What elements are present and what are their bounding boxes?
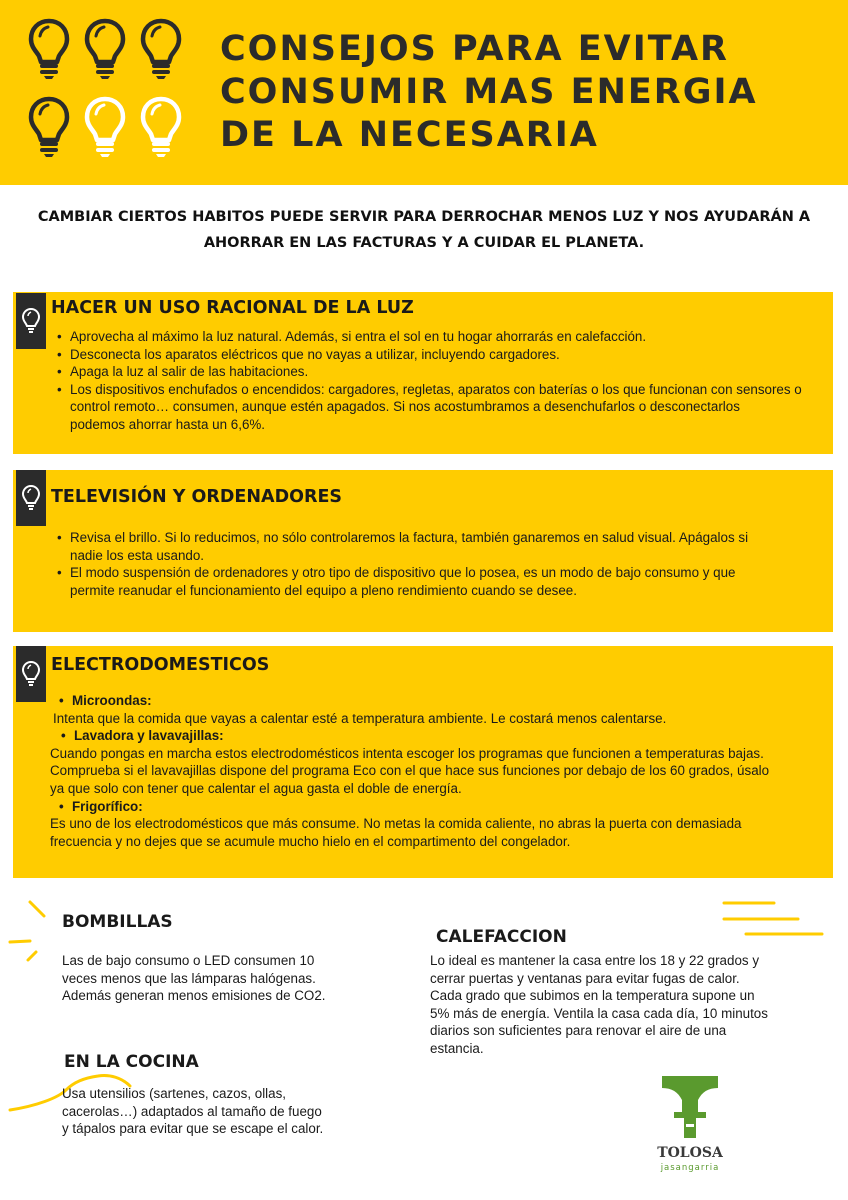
text-line: estancia. <box>430 1040 484 1056</box>
list-item <box>51 328 827 346</box>
list-item <box>51 346 827 364</box>
lightbulb-icon <box>26 16 72 80</box>
header-banner <box>0 0 848 185</box>
text-line: Las de bajo consumo o LED consumen 10 <box>62 953 315 968</box>
lightbulb-icon <box>16 293 46 349</box>
subheading-lavadora: • Lavadora y lavavajillas: <box>55 727 827 745</box>
lines-decoration-icon <box>720 898 830 940</box>
page-title <box>220 28 830 157</box>
subheading-microondas: • Microondas: <box>53 692 827 710</box>
paragraph <box>53 710 827 728</box>
paragraph-line: ya que solo con tener que calentar el agua gasta el doble de energía. <box>50 780 462 796</box>
bombillas-text <box>62 952 326 1005</box>
section-electrodomesticos <box>13 646 833 878</box>
bombillas-title: BOMBILLAS <box>62 912 173 932</box>
tips-list <box>51 529 827 599</box>
title-line: DE LA NECESARIA <box>220 115 599 155</box>
text-line: Lo ideal es mantener la casa entre los 18 y 22 grados y <box>430 953 760 968</box>
cocina-title: EN LA COCINA <box>64 1052 199 1072</box>
lightbulb-icon <box>16 470 46 526</box>
paragraph <box>50 745 827 798</box>
calefaccion-title: CALEFACCION <box>436 927 567 947</box>
subheading-frigorifico: • Frigorífico: <box>53 798 827 816</box>
text-line: Usa utensilios (sartenes, cazos, ollas, <box>62 1086 287 1101</box>
lightbulb-lit-icon <box>138 94 184 158</box>
list-item-text: • Desconecta los aparatos eléctricos que no vayas a utilizar, incluyendo cargadores. <box>70 346 560 362</box>
paragraph <box>50 815 827 850</box>
intro-text <box>0 204 848 256</box>
text-line: cerrar puertas y ventanas para evitar fugas de calor. <box>430 970 740 986</box>
lightbulb-icon <box>138 16 184 80</box>
section-tv <box>13 470 833 632</box>
list-item-text: • Apaga la luz al salir de las habitaciones. <box>70 364 309 380</box>
paragraph-line: Es uno de los electrodomésticos que más consume. No metas la comida caliente, no abras la puerta con demasiada <box>50 816 742 832</box>
list-item <box>51 363 827 381</box>
list-item-text: podemos ahorrar hasta un 6,6%. <box>70 416 266 432</box>
intro-line: CAMBIAR CIERTOS HABITOS PUEDE SERVIR PARA DERROCHAR MENOS LUZ Y NOS AYUDARÁN A <box>37 209 811 225</box>
intro-line: AHORRAR EN LAS FACTURAS Y A CUIDAR EL PLANETA. <box>203 235 645 251</box>
text-line: y tápalos para evitar que se escape el calor. <box>62 1121 324 1137</box>
lightbulb-icon <box>16 646 46 702</box>
list-item-text: • El modo suspensión de ordenadores y otro tipo de dispositivo que lo posea, es un modo de bajo consumo y que <box>70 565 736 581</box>
lightbulb-icon <box>26 94 72 158</box>
list-item-text: • Aprovecha al máximo la luz natural. Además, si entra el sol en tu hogar ahorrarás en calefacción. <box>70 329 647 344</box>
section-title: TELEVISIÓN Y ORDENADORES <box>51 487 343 507</box>
list-item <box>51 381 827 434</box>
paragraph-line: Cuando pongas en marcha estos electrodomésticos intenta escoger los programas que funcionen a temperaturas bajas. <box>50 745 764 761</box>
list-item-text: • Revisa el brillo. Si lo reducimos, no sólo controlaremos la factura, también ganaremos en salud visual. Apágalos si <box>70 530 749 545</box>
tolosa-logo-icon <box>650 1074 730 1144</box>
list-item-text: control remoto… consumen, aunque estén apagados. Si nos acostumbramos a desenchufarlos o desconectarlos <box>70 399 740 415</box>
paragraph-line: Intenta que la comida que vayas a calentar esté a temperatura ambiente. Le costará menos calentarse. <box>53 710 667 726</box>
cocina-text <box>62 1085 323 1138</box>
list-item <box>51 529 827 564</box>
lightbulb-lit-icon <box>82 94 128 158</box>
logo-name: TOLOSA <box>657 1145 723 1161</box>
paragraph-line: Comprueba si el lavavajillas dispone del programa Eco con el que hace sus funciones por debajo de los 60 grados, úsalo <box>50 763 770 779</box>
text-line: 5% más de energía. Ventila la casa cada día, 10 minutos <box>430 1005 768 1021</box>
section-title: HACER UN USO RACIONAL DE LA LUZ <box>51 298 414 318</box>
tolosa-logo <box>650 1074 730 1174</box>
bulb-group <box>26 16 196 166</box>
list-item-text: • Los dispositivos enchufados o encendidos: cargadores, regletas, aparatos con baterías o los que funcionan con sensores o <box>70 381 802 397</box>
list-item-text: nadie los esta usando. <box>70 547 205 563</box>
text-line: Además generan menos emisiones de CO2. <box>62 988 326 1004</box>
title-line: CONSEJOS PARA EVITAR <box>220 29 729 69</box>
section-luz <box>13 292 833 454</box>
title-line: CONSUMIR MAS ENERGIA <box>220 72 758 112</box>
text-line: diarios son suficientes para renovar el aire de una <box>430 1023 727 1039</box>
appliance-tips <box>50 692 827 850</box>
lightbulb-icon <box>82 16 128 80</box>
sparkle-decoration-icon <box>8 898 58 978</box>
calefaccion-text <box>430 952 768 1058</box>
logo-subtitle: jasangarria <box>660 1163 720 1173</box>
list-item-text: permite reanudar el funcionamiento del equipo a pleno rendimiento cuando se desee. <box>70 582 577 598</box>
tips-list <box>51 328 827 434</box>
paragraph-line: frecuencia y no dejes que se acumule mucho hielo en el compartimento del congelador. <box>50 833 571 849</box>
list-item <box>51 564 827 599</box>
text-line: Cada grado que subimos en la temperatura supone un <box>430 988 755 1004</box>
text-line: cacerolas…) adaptados al tamaño de fuego <box>62 1103 322 1119</box>
section-title: ELECTRODOMESTICOS <box>51 655 270 675</box>
text-line: veces menos que las lámparas halógenas. <box>62 970 316 986</box>
